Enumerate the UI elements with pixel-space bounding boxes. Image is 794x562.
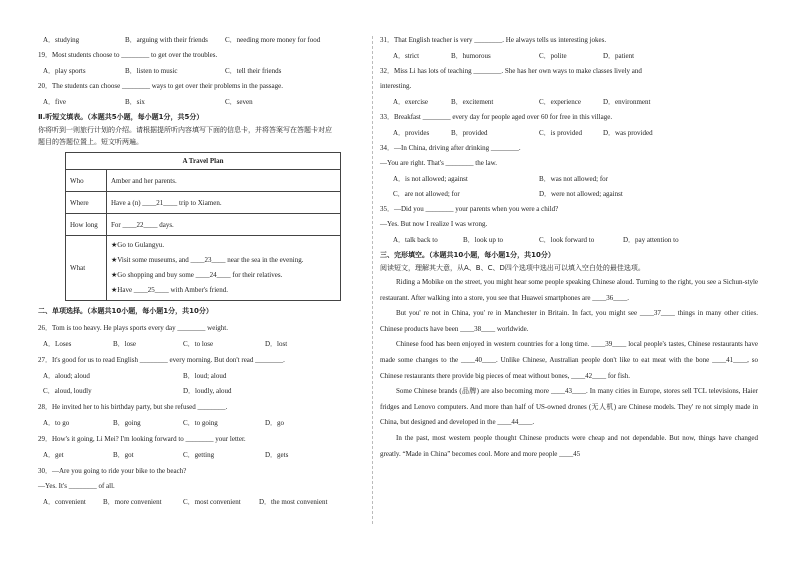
passage-paragraph: But you' re not in China, you' re in Manchester in Britain. In fact, you might see ____37____ things in many other cities. Chinese products have been ____38____ worldwide. <box>380 309 758 333</box>
section-listen-instructions: 你将听到一则旅行计划的介绍。请根据提所听内容填写下面的信息卡，并将答案写在答题卡对应 <box>38 126 332 134</box>
section-listen-instructions: 题目的答题位置上。短文听两遍。 <box>38 138 143 146</box>
list-item: ★Go shopping and buy some ____24____ for their relatives. <box>111 271 283 279</box>
option: C．experience <box>539 98 581 106</box>
option: A．talk back to <box>393 236 438 244</box>
option: B．was not allowed; for <box>539 175 609 183</box>
list-item: ★Have ____25____ with Amber's friend. <box>111 286 228 294</box>
option: C．needing more money for food <box>225 36 321 44</box>
q27-options <box>43 387 368 395</box>
q33-options <box>393 129 758 137</box>
column-divider <box>372 36 373 524</box>
option: D．the most convenient <box>259 498 328 506</box>
option: C．look forward to <box>539 236 595 244</box>
row-label: What <box>66 236 107 301</box>
option: B．listen to music <box>125 67 178 75</box>
question-35-reply: —Yes. But now I realize I was wrong. <box>380 220 488 228</box>
travel-plan-table <box>65 152 341 301</box>
q26-options <box>43 340 368 348</box>
option: C．getting <box>183 451 215 459</box>
table-row <box>66 170 341 192</box>
option: B．look up to <box>463 236 504 244</box>
option: B．excitement <box>451 98 494 106</box>
option: A．convenient <box>43 498 86 506</box>
row-value <box>107 236 341 301</box>
option: C．polite <box>539 52 567 60</box>
option: D．environment <box>603 98 651 106</box>
q32-options <box>393 98 758 106</box>
q29-options <box>43 451 368 459</box>
q34-options <box>393 175 758 183</box>
q28-options <box>43 419 368 427</box>
option: A．Loses <box>43 340 72 348</box>
passage-paragraph: In the past, most western people thought Chinese products were cheap and not dependable. But now, things have changed greatly. “Made in China” becomes cool. More and more people ____45 <box>380 433 758 458</box>
option: C．aloud, loudly <box>43 387 92 395</box>
option: B．humorous <box>451 52 491 60</box>
question-33: 33．Breakfast ________ every day for people aged over 60 for free in this village. <box>380 113 613 121</box>
section-3-instructions: 阅读短文，理解其大意，从A、B、C、D四个选项中选出可以填入空白处的最佳选项。 <box>380 264 645 272</box>
option: D．gets <box>265 451 289 459</box>
option: A．get <box>43 451 64 459</box>
question-26: 26．Tom is too heavy. He plays sports every day ________ weight. <box>38 324 228 332</box>
row-label: How long <box>66 214 107 236</box>
question-19: 19．Most students choose to ________ to get over the troubles. <box>38 51 218 59</box>
list-item: ★Visit some museums, and ____23____ near the sea in the evening. <box>111 256 304 264</box>
right-column <box>380 36 758 462</box>
option: A．to go <box>43 419 70 427</box>
question-30: 30．—Are you going to ride your bike to the beach? <box>38 467 187 475</box>
option: C．are not allowed; for <box>393 190 460 198</box>
option: B．provided <box>451 129 488 137</box>
option: A．exercise <box>393 98 428 106</box>
section-2-title: 二、单项选择。（本题共10小题，每小题1分，共10分） <box>38 307 213 315</box>
question-30-reply: —Yes. It's ________ of all. <box>38 482 115 490</box>
option: D．were not allowed; against <box>539 190 623 198</box>
section-3-title: 三、完形填空。（本题共10小题，每小题1分，共10分） <box>380 251 555 259</box>
question-31: 31．That English teacher is very ________. He always tells us interesting jokes. <box>380 36 607 44</box>
q34-options <box>393 190 758 198</box>
question-32: 32．Miss Li has lots of teaching ________. She has her own ways to make classes lively and <box>380 67 642 75</box>
option: B．six <box>125 98 145 106</box>
q20-options <box>43 98 368 106</box>
option: D．was provided <box>603 129 653 137</box>
q18-options <box>43 36 368 44</box>
q19-options <box>43 67 368 75</box>
option: A．strict <box>393 52 420 60</box>
option: D．lost <box>265 340 288 348</box>
list-item: ★Go to Gulangyu. <box>111 241 165 249</box>
question-34-reply: —You are right. That's ________ the law. <box>380 159 498 167</box>
q27-options <box>43 372 368 380</box>
option: B．loud; aloud <box>183 372 227 380</box>
option: D．patient <box>603 52 635 60</box>
option: B．lose <box>113 340 136 348</box>
option: A．provides <box>393 129 430 137</box>
option: C．most convenient <box>183 498 241 506</box>
question-34: 34．—In China, driving after drinking ________. <box>380 144 521 152</box>
option: D．loudly, aloud <box>183 387 232 395</box>
cloze-passage <box>380 275 758 462</box>
row-label: Who <box>66 170 107 192</box>
section-listen-title: Ⅱ.听短文填表。（本题共5小题，每小题1分，共5分） <box>38 113 204 121</box>
option: C．tell their friends <box>225 67 282 75</box>
option: B．going <box>113 419 141 427</box>
option: D．pay attention to <box>623 236 679 244</box>
table-row <box>66 214 341 236</box>
question-29: 29．How's it going, Li Mei? I'm looking forward to ________ your letter. <box>38 435 246 443</box>
q35-options <box>393 236 758 244</box>
row-value: Amber and her parents. <box>107 170 341 192</box>
question-32-cont: interesting. <box>380 82 412 90</box>
row-value: Have a (n) ____21____ trip to Xiamen. <box>107 192 341 214</box>
option: B．arguing with their friends <box>125 36 208 44</box>
passage-paragraph: Chinese food has been enjoyed in western countries for a long time. ____39____ local people's tastes, Chinese restaurants have made some changes to the ____40____. Unlike Chinese, Australian people don't like to eat meat with the bone ____41____, so Chinese restaurants there provide big pieces of meat without bones, ____42____ for fish. <box>380 340 758 380</box>
option: A．is not allowed; against <box>393 175 468 183</box>
q30-options <box>43 498 368 506</box>
question-27: 27．It's good for us to read English ________ every morning. But don't read ________. <box>38 356 285 364</box>
option: B．more convenient <box>103 498 162 506</box>
option: B．got <box>113 451 134 459</box>
question-28: 28．He invited her to his birthday party, but she refused ________. <box>38 403 228 411</box>
row-value: For ____22____ days. <box>107 214 341 236</box>
question-20: 20．The students can choose ________ ways to get over their problems in the passage. <box>38 82 283 90</box>
left-column <box>38 36 368 506</box>
option: C．seven <box>225 98 253 106</box>
option: D．go <box>265 419 285 427</box>
table-row <box>66 192 341 214</box>
row-label: Where <box>66 192 107 214</box>
option: A．five <box>43 98 66 106</box>
option: C．is provided <box>539 129 582 137</box>
option: C．to going <box>183 419 218 427</box>
table-row <box>66 236 341 301</box>
q31-options <box>393 52 758 60</box>
table-title: A Travel Plan <box>66 153 341 170</box>
option: C．to lose <box>183 340 214 348</box>
option: A．aloud; aloud <box>43 372 90 380</box>
option: A．studying <box>43 36 80 44</box>
question-35: 35．—Did you ________ your parents when you were a child? <box>380 205 559 213</box>
option: A．play sports <box>43 67 86 75</box>
passage-paragraph: Riding a Mobike on the street, you might hear some people speaking Chinese aloud. Turning to the right, you see a Sichun-style restaurant. After walking into a store, you see that Huawei smartphones are ____36____. <box>380 278 758 302</box>
passage-paragraph: Some Chinese brands (品牌) are also becoming more ____43____. In many cities in Europe, stores sell TCL televisions, Haier fridges and Lenovo computers. And more than half of US-owned drones (无人机) are Chinese models. They' re not simply made in China, but designed and developed in the ____44____. <box>380 387 758 427</box>
